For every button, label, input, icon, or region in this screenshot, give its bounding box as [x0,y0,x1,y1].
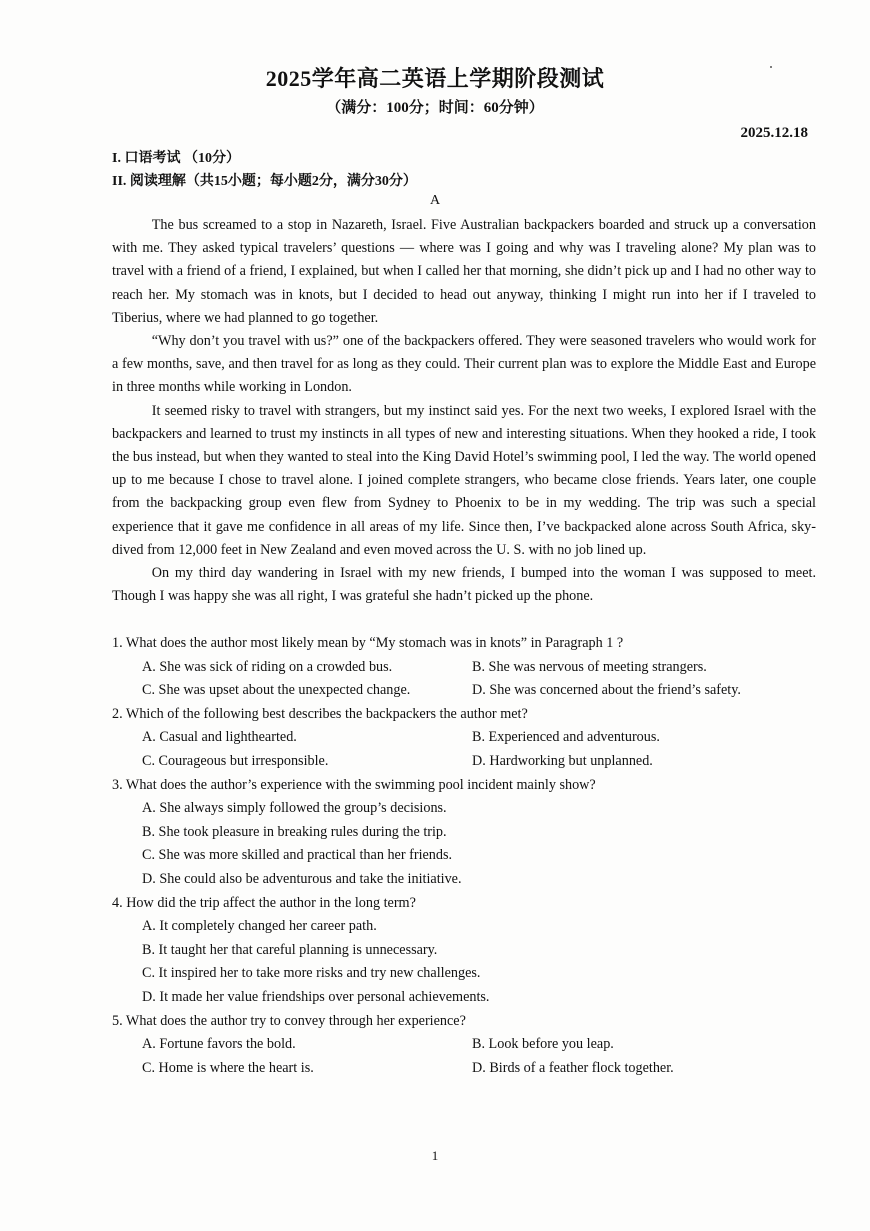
option-a: A. She always simply followed the group’s decisions. [142,800,447,817]
option-b: B. Experienced and adventurous. [472,729,660,746]
exam-date: 2025.12.18 [740,125,808,141]
question-item [112,632,816,703]
passage-paragraph: The bus screamed to a stop in Nazareth, Israel. Five Australian backpackers boarded and struck up a conversation with me. They asked typical travelers’ questions — where was I going and why was I traveling alone? My plan was to travel with a friend of a friend, I explained, but when I called her that morning, she didn’t pick up and I had no other way to reach her. My stomach was in knots, but I decided to head out anyway, thinking I might run into her if I traveled to Tiberius, where we had planned to go together. [112,217,816,326]
question-stem: 3. What does the author’s experience with the swimming pool incident mainly show? [112,776,596,793]
option-c: C. Home is where the heart is. [142,1059,314,1076]
option-a: A. Fortune favors the bold. [142,1036,296,1053]
question-item [112,774,816,892]
option-d: D. She could also be adventurous and take the initiative. [142,870,462,887]
passage-label: A [429,193,441,208]
option-d: D. Birds of a feather flock together. [472,1059,674,1076]
reading-passage [112,214,816,608]
option-b: B. It taught her that careful planning is unnecessary. [142,941,438,958]
option-a: A. Casual and lighthearted. [142,729,297,746]
option-d: D. Hardworking but unplanned. [472,752,653,769]
option-b: B. Look before you leap. [472,1036,614,1053]
option-d: D. It made her value friendships over personal achievements. [142,988,490,1005]
question-item [112,1010,816,1081]
question-list [112,632,816,1080]
page-subtitle: （满分：100分；时间：60分钟） [326,100,544,116]
question-item [112,703,816,774]
passage-paragraph: “Why don’t you travel with us?” one of the backpackers offered. They were seasoned travelers who would work for a few months, save, and then travel for as long as they could. Their current plan was to explore the Middle East and Europe in three months while working in London. [112,333,816,396]
question-item [112,892,816,1010]
question-stem: 5. What does the author try to convey through her experience? [112,1012,466,1029]
passage-paragraph: It seemed risky to travel with strangers, but my instinct said yes. For the next two weeks, I explored Israel with the backpackers and learned to trust my instincts in all types of new and interesting situations. When they hooked a ride, I took the bus instead, but when they wanted to steal into the King David Hotel’s swimming pool, I led the way. The world opened up to me because I chose to travel alone. I joined complete strangers, who became close friends. Years later, one couple from the backpacking group even flew from Sydney to Phoenix to be in my wedding. The trip was such a special experience that it gave me confidence in all areas of my life. Since then, I’ve backpacked alone across South Africa, sky-dived from 12,000 feet in New Zealand and even moved across the U. S. with no job lined up. [112,402,816,558]
section-heading-reading: II. 阅读理解（共15小题；每小题2分，满分30分） [112,174,417,189]
option-c: C. Courageous but irresponsible. [142,752,329,769]
option-c: C. She was more skilled and practical than her friends. [142,847,453,864]
option-b: B. She was nervous of meeting strangers. [472,658,707,675]
page-number: 1 [431,1148,439,1163]
option-b: B. She took pleasure in breaking rules during the trip. [142,823,447,840]
section-heading-oral: I. 口语考试 （10分） [112,151,240,166]
question-stem: 4. How did the trip affect the author in the long term? [112,894,416,911]
option-a: A. She was sick of riding on a crowded bus. [142,658,393,675]
question-stem: 1. What does the author most likely mean by “My stomach was in knots” in Paragraph 1 ? [112,635,624,651]
page-title: 2025学年高二英语上学期阶段测试 [265,66,605,91]
option-c: C. It inspired her to take more risks and try new challenges. [142,965,481,982]
option-c: C. She was upset about the unexpected change. [142,682,411,699]
question-stem: 2. Which of the following best describes the backpackers the author met? [112,705,528,722]
option-d: D. She was concerned about the friend’s safety. [472,682,741,699]
passage-paragraph: On my third day wandering in Israel with my new friends, I bumped into the woman I was supposed to meet. Though I was happy she was all right, I was grateful she hadn’t picked up the phone. [112,565,816,605]
option-a: A. It completely changed her career path. [142,918,377,935]
